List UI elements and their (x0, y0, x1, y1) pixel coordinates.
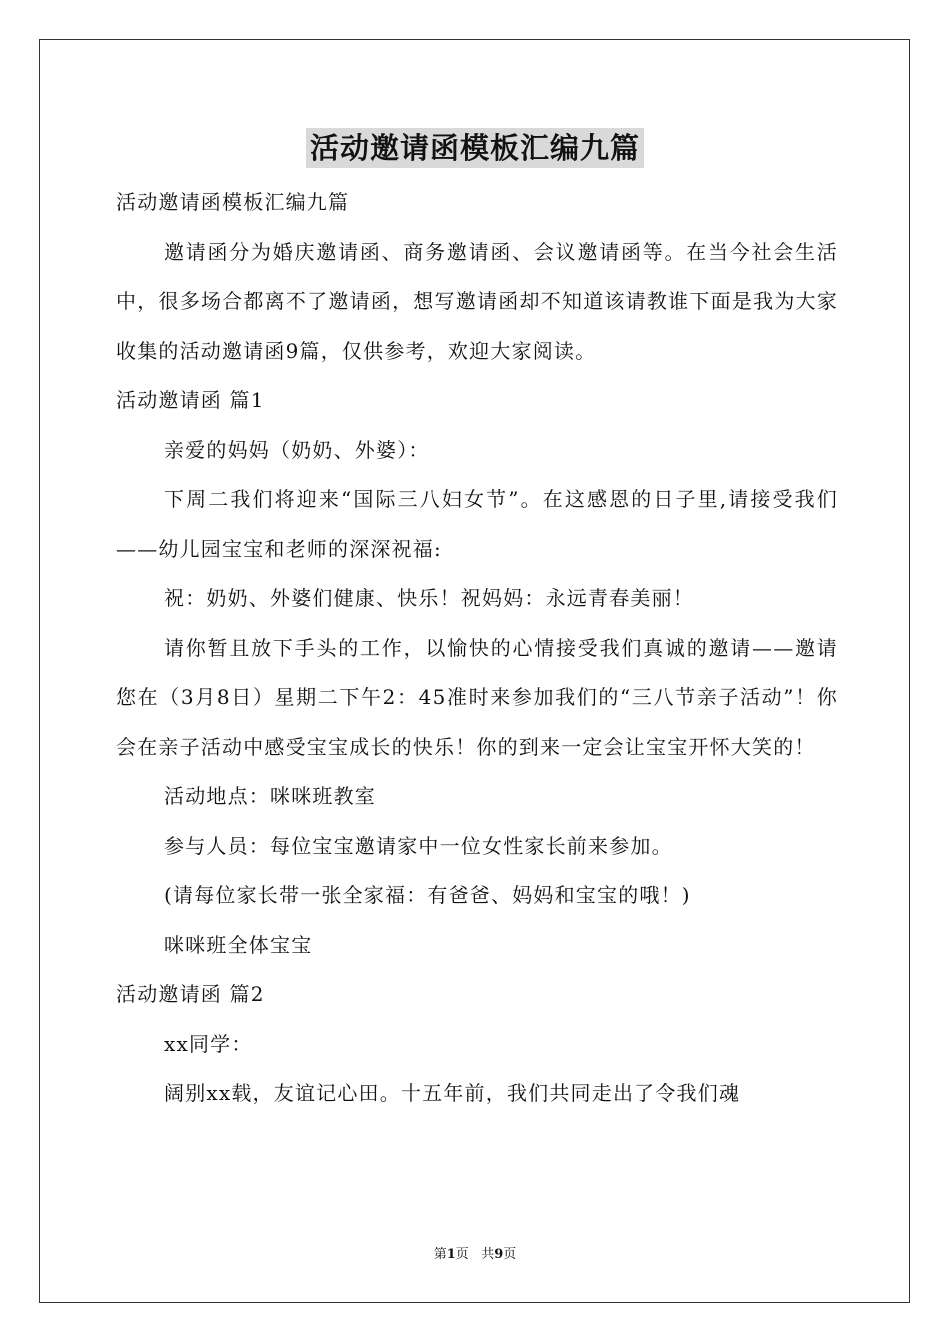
section-heading: 活动邀请函 篇1 (116, 388, 265, 412)
document-body (116, 178, 838, 1119)
total-prefix: 共 (481, 1247, 495, 1262)
page-unit: 页 (455, 1247, 469, 1262)
paragraph: 活动地点：咪咪班教室 (164, 784, 376, 808)
paragraph: 请你暂且放下手头的工作，以愉快的心情接受我们真诚的邀请——邀请您在（3月8日）星期二下午2：45准时来参加我们的“三八节亲子活动”！你会在亲子活动中感受宝宝成长的快乐！你的到来一定会让宝宝开怀大笑的！ (116, 635, 838, 759)
total-unit: 页 (503, 1247, 517, 1262)
page-total: 9 (494, 1247, 504, 1262)
paragraph: 活动邀请函模板汇编九篇 (116, 190, 350, 214)
paragraph: 下周二我们将迎来“国际三八妇女节”。在这感恩的日子里,请接受我们——幼儿园宝宝和老师的深深祝福: (116, 487, 838, 561)
paragraph: xx同学： (164, 1031, 253, 1056)
paragraph: 亲爱的妈妈（奶奶、外婆）： (164, 437, 430, 462)
page-current: 1 (446, 1247, 456, 1262)
paragraph: 邀请函分为婚庆邀请函、商务邀请函、会议邀请函等。在当今社会生活中，很多场合都离不了邀请函，想写邀请函却不知道该请教谁下面是我为大家收集的活动邀请函9篇，仅供参考，欢迎大家阅读。 (116, 239, 838, 363)
document-title: 活动邀请函模板汇编九篇 (306, 128, 644, 168)
paragraph: 参与人员：每位宝宝邀请家中一位女性家长前来参加。 (164, 833, 673, 858)
page-prefix: 第 (433, 1247, 447, 1262)
page-footer (0, 1246, 950, 1264)
paragraph: 祝：奶奶、外婆们健康、快乐！祝妈妈：永远青春美丽！ (164, 586, 694, 610)
signature: 咪咪班全体宝宝 (164, 932, 313, 957)
title-wrap (0, 128, 950, 168)
paragraph: (请每位家长带一张全家福：有爸爸、妈妈和宝宝的哦！) (164, 883, 691, 907)
section-heading: 活动邀请函 篇2 (116, 982, 265, 1006)
paragraph: 阔别xx载，友谊记心田。十五年前，我们共同走出了令我们魂 (164, 1081, 741, 1105)
